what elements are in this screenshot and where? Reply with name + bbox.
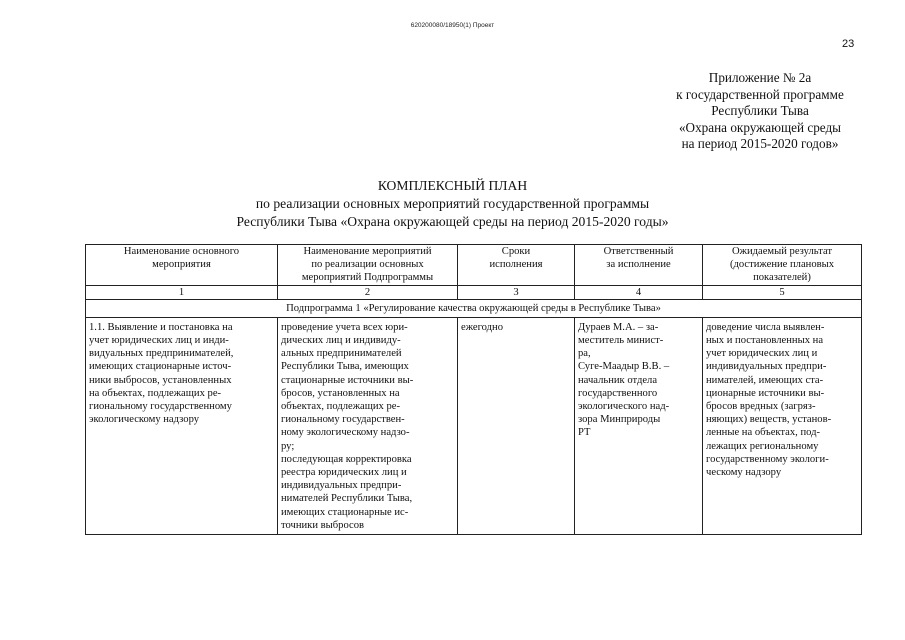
cell-line: ра, xyxy=(578,348,591,360)
cell-line: стационарные источники вы- xyxy=(281,374,414,386)
header-cell xyxy=(458,245,575,286)
activities-cell xyxy=(278,317,458,534)
header-cell xyxy=(703,245,862,286)
cell-line: Наименование мероприятий xyxy=(303,246,432,257)
cell-line: экологического над- xyxy=(578,401,670,413)
cell-line: экологическому надзору xyxy=(89,414,200,426)
cell-line: мероприятий Подпрограммы xyxy=(301,272,434,284)
document-code: 620200080/18950(1) Проект xyxy=(410,22,495,29)
cell-line: ческому надзору xyxy=(706,467,782,479)
column-number: 5 xyxy=(703,285,862,299)
cell-line: Республики Тыва, имеющих xyxy=(281,361,409,373)
responsible-cell xyxy=(575,317,703,534)
cell-line: ежегодно xyxy=(461,321,504,333)
cell-line: РТ xyxy=(578,427,591,439)
cell-line: ру; xyxy=(281,440,295,452)
cell-line: 1.1. Выявление и постановка на xyxy=(89,321,233,333)
table-row xyxy=(86,317,862,534)
cell-line: имеющих стационарные источ- xyxy=(89,361,232,373)
cell-line: мероприятия xyxy=(152,259,211,271)
cell-line: видуальных предпринимателей, xyxy=(89,348,234,360)
plan-title-line: по реализации основных мероприятий государственной программы xyxy=(255,196,650,211)
cell-line: на объектах, подлежащих ре- xyxy=(89,387,222,399)
column-number: 1 xyxy=(86,285,278,299)
cell-line: лежащих региональному xyxy=(706,440,819,452)
cell-line: индивидуальных предпри- xyxy=(706,361,827,373)
plan-title xyxy=(0,177,905,231)
cell-line: учет юридических лиц и инди- xyxy=(89,335,229,347)
cell-line: ному экологическому надзо- xyxy=(281,427,410,439)
cell-line: исполнения xyxy=(489,259,543,271)
appendix-line: Приложение № 2а xyxy=(708,70,812,85)
expected-result-cell xyxy=(703,317,862,534)
plan-table xyxy=(85,244,862,535)
subprogram-row xyxy=(86,299,862,317)
cell-line: доведение числа выявлен- xyxy=(706,321,825,333)
appendix-line: «Охрана окружающей среды xyxy=(678,119,842,135)
cell-line: нимателей Республики Тыва, xyxy=(281,493,413,505)
cell-line: Сроки xyxy=(501,246,531,257)
cell-line: Ожидаемый результат xyxy=(731,246,833,257)
cell-line: индивидуальных предпри- xyxy=(281,480,402,492)
cell-line: няющих) веществ, установ- xyxy=(706,414,832,426)
cell-line: меститель минист- xyxy=(578,335,664,347)
cell-line: последующая корректировка xyxy=(281,453,412,465)
cell-line: ционарные источники вы- xyxy=(706,387,825,399)
cell-line: проведение учета всех юри- xyxy=(281,321,408,333)
cell-line: ленные на объектах, под- xyxy=(706,427,821,439)
cell-line: имеющих стационарные ис- xyxy=(281,506,409,518)
appendix-line: к государственной программе xyxy=(676,86,844,102)
column-number: 2 xyxy=(278,285,458,299)
appendix-line: Республики Тыва xyxy=(711,103,809,119)
header-cell xyxy=(278,245,458,286)
cell-line: точники выбросов xyxy=(281,519,365,531)
cell-line: учет юридических лиц и xyxy=(706,348,818,360)
cell-line: за исполнение xyxy=(606,259,671,271)
header-cell xyxy=(86,245,278,286)
deadline-cell xyxy=(458,317,575,534)
column-number-row xyxy=(86,285,862,299)
cell-line: бросов вредных (загряз- xyxy=(706,401,816,413)
main-activity-cell xyxy=(86,317,278,534)
cell-line: государственного xyxy=(578,387,658,399)
cell-line: Суге-Маадыр В.В. – xyxy=(578,361,670,373)
plan-title-main: КОМПЛЕКСНЫЙ ПЛАН xyxy=(377,178,528,193)
cell-line: зора Минприроды xyxy=(578,414,661,426)
cell-line: ных и постановленных на xyxy=(706,335,824,347)
cell-line: гиональному государствен- xyxy=(281,414,405,426)
column-number: 4 xyxy=(575,285,703,299)
cell-line: Наименование основного xyxy=(123,246,240,257)
cell-line: объектах, подлежащих ре- xyxy=(281,401,401,413)
page-number: 23 xyxy=(842,38,855,50)
subprogram-title: Подпрограмма 1 «Регулирование качества окружающей среды в Республике Тыва» xyxy=(86,299,862,317)
cell-line: альных предпринимателей xyxy=(281,348,402,360)
cell-line: ники выбросов, установленных xyxy=(89,374,232,386)
cell-line: дических лиц и индивиду- xyxy=(281,335,401,347)
cell-line: Ответственный xyxy=(603,246,674,257)
cell-line: нимателей, имеющих ста- xyxy=(706,374,824,386)
header-cell xyxy=(575,245,703,286)
cell-line: по реализации основных xyxy=(311,259,424,271)
cell-line: показателей) xyxy=(753,272,811,284)
appendix-line: на период 2015-2020 годов» xyxy=(681,136,839,152)
cell-line: государственному экологи- xyxy=(706,453,829,465)
table-header-row xyxy=(86,245,862,286)
cell-line: бросов, установленных на xyxy=(281,387,400,399)
cell-line: (достижение плановых xyxy=(729,259,835,271)
cell-line: Дураев М.А. – за- xyxy=(578,321,659,333)
plan-title-line: Республики Тыва «Охрана окружающей среды на период 2015-2020 годы» xyxy=(236,214,669,229)
appendix-block xyxy=(610,70,905,153)
cell-line: реестра юридических лиц и xyxy=(281,467,407,479)
cell-line: начальник отдела xyxy=(578,374,658,386)
cell-line: гиональному государственному xyxy=(89,401,232,413)
column-number: 3 xyxy=(458,285,575,299)
